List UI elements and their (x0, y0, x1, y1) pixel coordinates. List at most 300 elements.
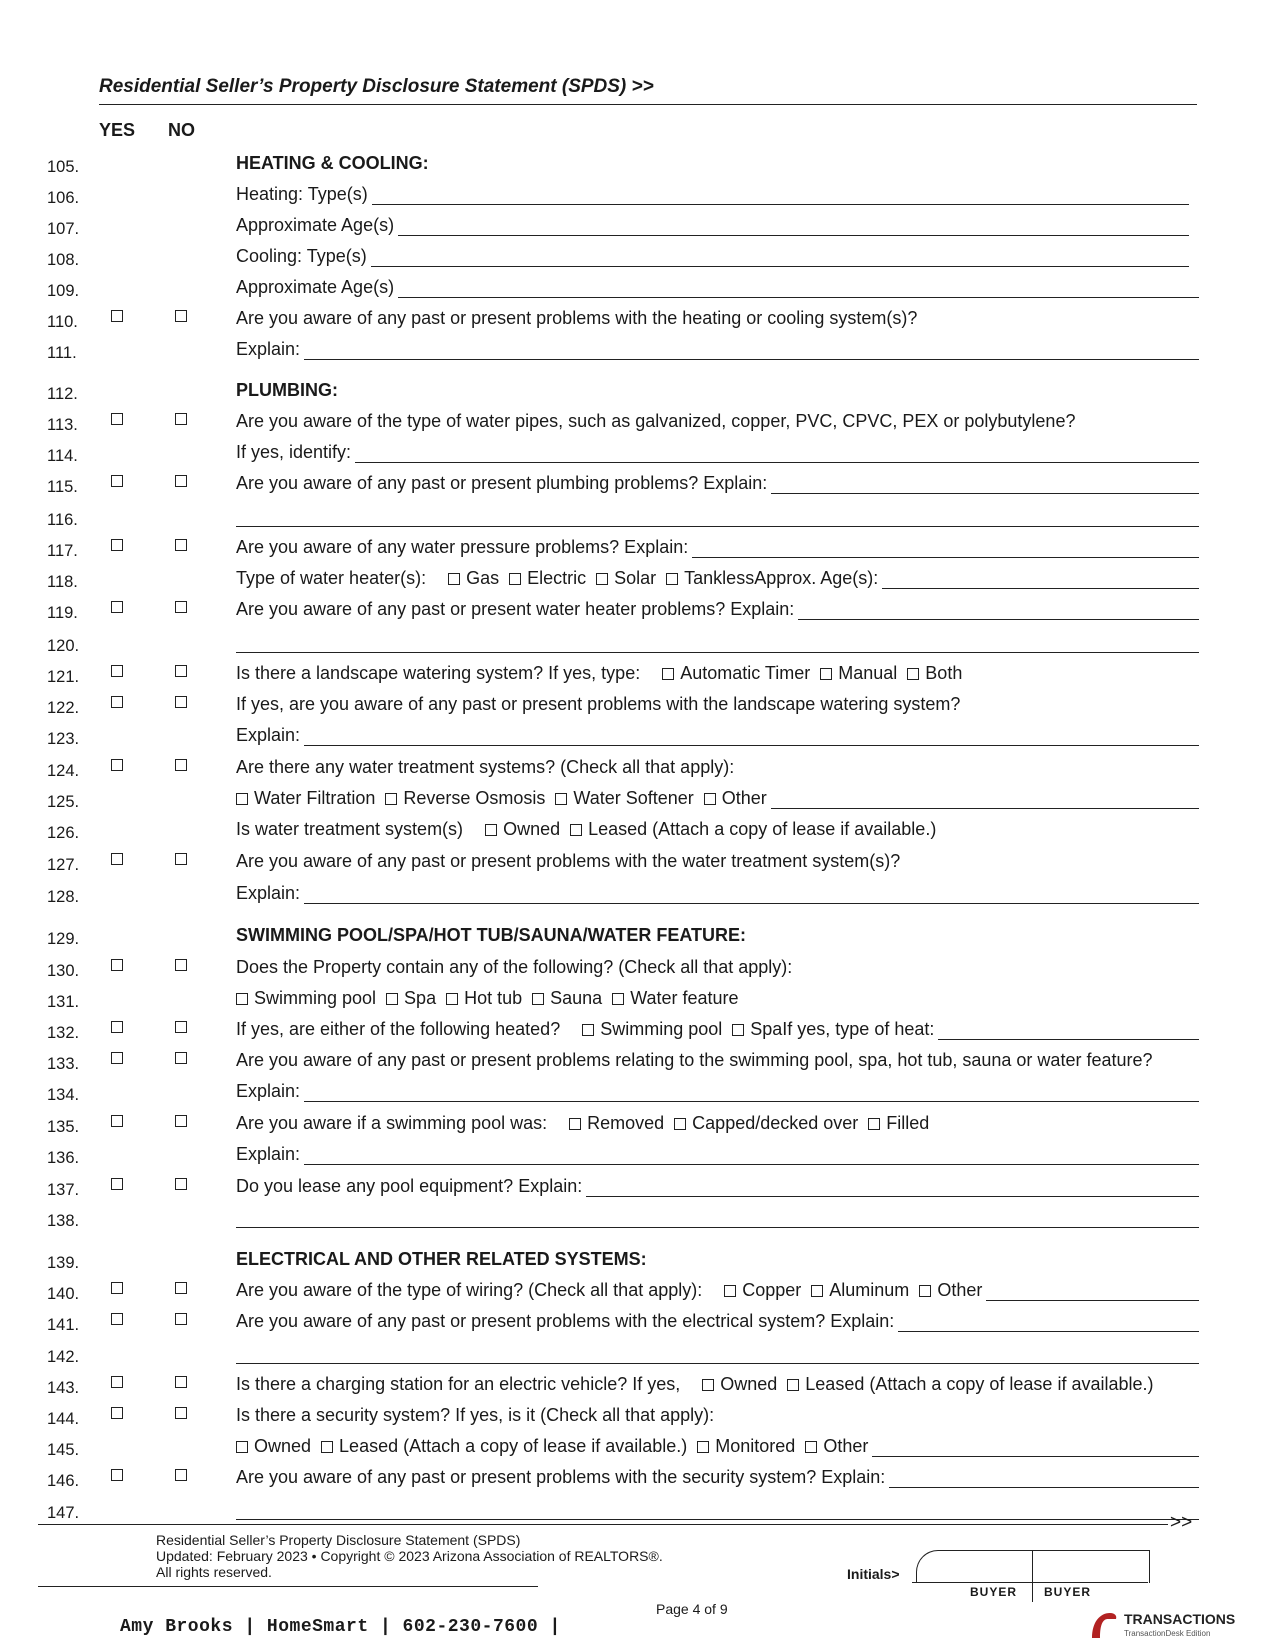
field-label: Heating: Type(s) (236, 184, 368, 204)
field-label: Are you aware of any past or present problems with the security system? Explain: (236, 1467, 886, 1487)
checkbox-icon[interactable] (236, 793, 248, 805)
fill-in-line[interactable] (986, 1282, 1199, 1301)
fill-in-line[interactable] (304, 1083, 1199, 1102)
field-row (236, 536, 1199, 558)
no-checkbox[interactable] (175, 1282, 187, 1294)
form-row (0, 276, 1275, 306)
option-label: Manual (838, 663, 898, 683)
line-number: 135. (47, 1118, 80, 1136)
options-row (236, 1279, 1199, 1301)
option-label: Gas (466, 568, 500, 588)
yes-checkbox[interactable] (111, 1469, 123, 1481)
option-label: Capped/decked over (692, 1113, 859, 1133)
yes-checkbox[interactable] (111, 1376, 123, 1388)
question-text: Does the Property contain any of the following? (Check all that apply): (236, 957, 793, 977)
question (236, 693, 1199, 715)
option-checkbox-item[interactable] (509, 568, 586, 589)
options-row (236, 818, 1199, 840)
checkbox-icon[interactable] (907, 668, 919, 680)
form-row (0, 1143, 1275, 1173)
yes-checkbox[interactable] (111, 959, 123, 971)
field-label: Explain: (236, 883, 301, 903)
line-number: 138. (47, 1212, 80, 1230)
option-checkbox-item[interactable] (674, 1113, 858, 1134)
checkbox-icon[interactable] (919, 1285, 931, 1297)
form-row (0, 1310, 1275, 1340)
option-checkbox-item[interactable] (907, 663, 962, 684)
fill-in-line[interactable] (882, 570, 1199, 589)
option-checkbox-item[interactable] (919, 1280, 982, 1301)
section-heading (236, 152, 1199, 174)
form-row (0, 724, 1275, 754)
form-row (0, 598, 1275, 628)
field-row (236, 1143, 1199, 1165)
checkbox-icon[interactable] (704, 793, 716, 805)
field-row (236, 1310, 1199, 1332)
checkbox-icon[interactable] (811, 1285, 823, 1297)
field-row (236, 724, 1199, 746)
fill-in-line[interactable] (771, 790, 1199, 809)
fill-in-line[interactable] (304, 341, 1199, 360)
fill-in-line[interactable] (372, 186, 1189, 205)
form-row (0, 1018, 1275, 1048)
checkbox-icon[interactable] (702, 1379, 714, 1391)
footer-line-3: All rights reserved. (156, 1564, 272, 1580)
no-checkbox[interactable] (175, 1021, 187, 1033)
option-checkbox-item[interactable] (702, 1374, 777, 1395)
form-row (0, 410, 1275, 440)
field-label: Are you aware of any past or present problems with the electrical system? Explain: (236, 1311, 895, 1331)
form-row (0, 1466, 1275, 1496)
question-text: If yes, are you aware of any past or present problems with the landscape watering system? (236, 694, 961, 714)
option-checkbox-item[interactable] (236, 788, 375, 809)
line-number: 121. (47, 668, 80, 686)
no-checkbox[interactable] (175, 413, 187, 425)
fill-in-line[interactable] (304, 1146, 1199, 1165)
options-row (236, 1373, 1199, 1395)
line-number: 131. (47, 993, 80, 1011)
option-checkbox-item[interactable] (532, 988, 602, 1009)
logo-subtext: TransactionDesk Edition (1124, 1629, 1211, 1638)
option-checkbox-item[interactable] (386, 988, 436, 1009)
question-text: Are you aware of any past or present problems with the water treatment system(s)? (236, 851, 901, 871)
field-row (236, 1175, 1199, 1197)
no-column-header: NO (168, 120, 195, 140)
fill-in-line[interactable] (236, 1345, 1199, 1364)
fill-in-line[interactable] (236, 634, 1199, 653)
line-number: 109. (47, 282, 80, 300)
line-number: 145. (47, 1441, 80, 1459)
fill-in-line[interactable] (798, 601, 1199, 620)
option-checkbox-item[interactable] (732, 1019, 782, 1040)
yes-checkbox[interactable] (111, 665, 123, 677)
field-row (236, 598, 1199, 620)
line-number: 115. (47, 478, 78, 496)
buyer-initials-2-label: BUYER (1044, 1585, 1092, 1599)
option-label: Both (925, 663, 963, 683)
line-number: 123. (47, 730, 80, 748)
line-number: 127. (47, 856, 80, 874)
option-label: Solar (614, 568, 657, 588)
form-row (0, 956, 1275, 986)
fill-in-line[interactable] (355, 444, 1199, 463)
form-row (0, 756, 1275, 786)
section-heading-text: SWIMMING POOL/SPA/HOT TUB/SAUNA/WATER FEATURE: (236, 925, 746, 945)
option-checkbox-item[interactable] (569, 1113, 664, 1134)
line-number: 124. (47, 762, 80, 780)
yes-checkbox[interactable] (111, 1282, 123, 1294)
no-checkbox[interactable] (175, 601, 187, 613)
no-checkbox[interactable] (175, 696, 187, 708)
fill-in-line[interactable] (304, 727, 1199, 746)
option-checkbox-item[interactable] (805, 1436, 868, 1457)
line-number: 146. (47, 1472, 80, 1490)
form-row (0, 1279, 1275, 1309)
no-checkbox[interactable] (175, 1376, 187, 1388)
line-number: 111. (47, 344, 77, 362)
no-checkbox[interactable] (175, 1178, 187, 1190)
option-checkbox-item[interactable] (820, 663, 897, 684)
form-row (0, 1342, 1275, 1372)
checkbox-icon[interactable] (448, 573, 460, 585)
checkbox-icon[interactable] (787, 1379, 799, 1391)
fill-in-line[interactable] (692, 539, 1199, 558)
checkbox-icon[interactable] (321, 1441, 333, 1453)
options-row (236, 1112, 1199, 1134)
option-label: Reverse Osmosis (403, 788, 546, 808)
field-row (236, 183, 1199, 205)
option-label: Water Softener (573, 788, 694, 808)
field-row (236, 276, 1199, 298)
checkbox-icon[interactable] (612, 993, 624, 1005)
option-checkbox-item[interactable] (612, 988, 738, 1009)
line-number: 134. (47, 1086, 80, 1104)
checkbox-icon[interactable] (582, 1024, 594, 1036)
field-label: Explain: (236, 339, 301, 359)
option-checkbox-item[interactable] (697, 1436, 795, 1457)
form-row (0, 1373, 1275, 1403)
logo-text: TRANSACTIONS (1124, 1611, 1236, 1627)
section-heading-text: PLUMBING: (236, 380, 338, 400)
form-row (0, 924, 1275, 954)
option-checkbox-item[interactable] (596, 568, 656, 589)
checkbox-icon[interactable] (570, 824, 582, 836)
option-label: Swimming pool (254, 988, 377, 1008)
option-label: Hot tub (464, 988, 523, 1008)
page-number: Page 4 of 9 (656, 1601, 728, 1617)
yes-checkbox[interactable] (111, 539, 123, 551)
blank-line (236, 1206, 1199, 1228)
form-row (0, 567, 1275, 597)
form-row (0, 183, 1275, 213)
line-number: 133. (47, 1055, 80, 1073)
checkbox-icon[interactable] (674, 1118, 686, 1130)
no-checkbox[interactable] (175, 310, 187, 322)
checkbox-icon[interactable] (236, 1441, 248, 1453)
line-number: 116. (47, 511, 78, 529)
options-row (236, 787, 1199, 809)
option-checkbox-item[interactable] (555, 788, 693, 809)
fill-in-line[interactable] (872, 1438, 1199, 1457)
yes-checkbox[interactable] (111, 1407, 123, 1419)
option-checkbox-item[interactable] (236, 988, 376, 1009)
option-label: Water Filtration (254, 788, 376, 808)
checkbox-icon[interactable] (485, 824, 497, 836)
line-number: 122. (47, 699, 80, 717)
question (236, 1404, 1199, 1426)
fill-in-line[interactable] (771, 475, 1199, 494)
option-label: Water feature (630, 988, 739, 1008)
blank-line (236, 1342, 1199, 1364)
question-text: Are there any water treatment systems? (Check all that apply): (236, 757, 735, 777)
initials-bottom-rule (912, 1582, 1148, 1583)
checkbox-icon[interactable] (820, 668, 832, 680)
field-row (236, 1466, 1199, 1488)
yes-checkbox[interactable] (111, 853, 123, 865)
option-label: Owned (720, 1374, 778, 1394)
fill-in-line[interactable] (371, 248, 1189, 267)
form-row (0, 662, 1275, 692)
option-checkbox-item[interactable] (724, 1280, 801, 1301)
options-prompt: Is there a landscape watering system? If yes, type: (236, 663, 641, 683)
question-text: Is there a security system? If yes, is it (Check all that apply): (236, 1405, 715, 1425)
option-label: Removed (587, 1113, 665, 1133)
line-number: 142. (47, 1348, 80, 1366)
checkbox-icon[interactable] (724, 1285, 736, 1297)
field-label: Approximate Age(s) (236, 277, 395, 297)
buyer-initials-1-label: BUYER (970, 1585, 1018, 1599)
blank-line (236, 1498, 1199, 1520)
fill-in-line[interactable] (586, 1178, 1199, 1197)
form-row (0, 818, 1275, 848)
no-checkbox[interactable] (175, 1115, 187, 1127)
field-row (236, 214, 1199, 236)
form-row (0, 631, 1275, 661)
section-heading-text: HEATING & COOLING: (236, 153, 429, 173)
yes-checkbox[interactable] (111, 1313, 123, 1325)
footer-continue-arrow: >> (1170, 1512, 1193, 1533)
question-text: Are you aware of the type of water pipes, such as galvanized, copper, PVC, CPVC, PEX or polybutylene? (236, 411, 1076, 431)
field-label: Are you aware of any water pressure problems? Explain: (236, 537, 689, 557)
blank-line (236, 505, 1199, 527)
option-label: Other (937, 1280, 983, 1300)
yes-checkbox[interactable] (111, 696, 123, 708)
option-label: Sauna (550, 988, 603, 1008)
form-row (0, 338, 1275, 368)
line-number: 119. (47, 604, 78, 622)
checkbox-icon[interactable] (509, 573, 521, 585)
fill-in-line[interactable] (938, 1021, 1199, 1040)
yes-checkbox[interactable] (111, 413, 123, 425)
option-checkbox-item[interactable] (868, 1113, 929, 1134)
option-checkbox-item[interactable] (787, 1374, 1153, 1395)
fill-in-line[interactable] (236, 1501, 1199, 1520)
option-checkbox-item[interactable] (385, 788, 545, 809)
footer-copyright (156, 1532, 663, 1580)
fill-in-line[interactable] (304, 885, 1199, 904)
checkbox-icon[interactable] (805, 1441, 817, 1453)
option-checkbox-item[interactable] (446, 988, 522, 1009)
no-checkbox[interactable] (175, 539, 187, 551)
option-checkbox-item[interactable] (704, 788, 767, 809)
option-checkbox-item[interactable] (321, 1436, 687, 1457)
form-row (0, 1404, 1275, 1434)
field-row (236, 245, 1199, 267)
footer-rule (38, 1524, 1168, 1525)
checkbox-icon[interactable] (236, 993, 248, 1005)
option-checkbox-item[interactable] (570, 819, 936, 840)
form-row (0, 1049, 1275, 1079)
line-number: 108. (47, 251, 80, 269)
line-number: 143. (47, 1379, 80, 1397)
fill-in-line[interactable] (889, 1469, 1199, 1488)
checkbox-icon[interactable] (868, 1118, 880, 1130)
fill-in-line[interactable] (398, 279, 1199, 298)
header-rule (99, 104, 1197, 105)
options-row (236, 567, 1199, 589)
form-row (0, 1175, 1275, 1205)
field-label: Explain: (236, 1144, 301, 1164)
no-checkbox[interactable] (175, 1052, 187, 1064)
question-text: Are you aware of any past or present problems relating to the swimming pool, spa, hot tub, sauna or water feature? (236, 1050, 1153, 1070)
options-row (236, 1018, 1199, 1040)
field-label: Approximate Age(s) (236, 215, 395, 235)
form-row (0, 882, 1275, 912)
option-label: Tankless (684, 568, 755, 588)
line-number: 136. (47, 1149, 80, 1167)
option-label: Spa (404, 988, 437, 1008)
form-row (0, 1112, 1275, 1142)
checkbox-icon[interactable] (732, 1024, 744, 1036)
form-row (0, 245, 1275, 275)
form-row (0, 472, 1275, 502)
option-label: Copper (742, 1280, 802, 1300)
line-number: 125. (47, 793, 80, 811)
line-number: 128. (47, 888, 80, 906)
line-number: 126. (47, 824, 80, 842)
fill-in-line[interactable] (236, 508, 1199, 527)
line-number: 129. (47, 930, 80, 948)
option-label: Monitored (715, 1436, 796, 1456)
yes-checkbox[interactable] (111, 1178, 123, 1190)
form-row (0, 307, 1275, 337)
form-row (0, 850, 1275, 880)
line-number: 117. (47, 542, 78, 560)
yes-checkbox[interactable] (111, 1115, 123, 1127)
no-checkbox[interactable] (175, 665, 187, 677)
form-row (0, 441, 1275, 471)
checkbox-icon[interactable] (666, 573, 678, 585)
no-checkbox[interactable] (175, 959, 187, 971)
line-number: 105. (47, 158, 80, 176)
checkbox-icon[interactable] (386, 993, 398, 1005)
question-text: Are you aware of any past or present problems with the heating or cooling system(s)? (236, 308, 918, 328)
field-row (236, 338, 1199, 360)
no-checkbox[interactable] (175, 1313, 187, 1325)
form-row (0, 987, 1275, 1017)
no-checkbox[interactable] (175, 1469, 187, 1481)
option-label: Owned (254, 1436, 312, 1456)
yes-checkbox[interactable] (111, 1052, 123, 1064)
line-number: 144. (47, 1410, 80, 1428)
option-label: Leased (Attach a copy of lease if available.) (339, 1436, 688, 1456)
option-label: Electric (527, 568, 587, 588)
yes-checkbox[interactable] (111, 759, 123, 771)
question (236, 1049, 1199, 1071)
question (236, 850, 1199, 872)
transactions-logo-icon (1088, 1610, 1118, 1640)
options-prompt: Are you aware if a swimming pool was: (236, 1113, 548, 1133)
line-number: 106. (47, 189, 80, 207)
checkbox-icon[interactable] (697, 1441, 709, 1453)
option-label: Other (721, 788, 767, 808)
yes-checkbox[interactable] (111, 601, 123, 613)
initials-box[interactable] (916, 1550, 1150, 1583)
options-row (236, 662, 1199, 684)
yes-checkbox[interactable] (111, 1021, 123, 1033)
initials-label: Initials> (847, 1566, 900, 1582)
field-row (236, 1080, 1199, 1102)
yes-checkbox[interactable] (111, 310, 123, 322)
no-checkbox[interactable] (175, 759, 187, 771)
form-row (0, 505, 1275, 535)
option-checkbox-item[interactable] (666, 568, 754, 589)
checkbox-icon[interactable] (385, 793, 397, 805)
checkbox-icon[interactable] (596, 573, 608, 585)
line-number: 137. (47, 1181, 80, 1199)
option-checkbox-item[interactable] (662, 663, 810, 684)
no-checkbox[interactable] (175, 475, 187, 487)
no-checkbox[interactable] (175, 1407, 187, 1419)
section-heading (236, 1248, 1199, 1270)
fill-in-line[interactable] (898, 1313, 1199, 1332)
option-checkbox-item[interactable] (448, 568, 499, 589)
section-heading (236, 379, 1199, 401)
option-checkbox-item[interactable] (236, 1436, 311, 1457)
option-checkbox-item[interactable] (811, 1280, 909, 1301)
fill-in-line[interactable] (398, 217, 1189, 236)
options-prompt: If yes, are either of the following heated? (236, 1019, 561, 1039)
no-checkbox[interactable] (175, 853, 187, 865)
options-prompt: Is water treatment system(s) (236, 819, 464, 839)
form-row (0, 1248, 1275, 1278)
line-number: 147. (47, 1504, 80, 1522)
fill-in-line[interactable] (236, 1209, 1199, 1228)
checkbox-icon[interactable] (532, 993, 544, 1005)
checkbox-icon[interactable] (662, 668, 674, 680)
option-label: Owned (503, 819, 561, 839)
form-row (0, 1206, 1275, 1236)
section-heading (236, 924, 1199, 946)
line-number: 139. (47, 1254, 80, 1272)
line-number: 107. (47, 220, 80, 238)
options-suffix: Approx. Age(s): (754, 568, 879, 588)
options-row (236, 1435, 1199, 1457)
options-prompt: Is there a charging station for an electric vehicle? If yes, (236, 1374, 681, 1394)
option-checkbox-item[interactable] (485, 819, 560, 840)
checkbox-icon[interactable] (446, 993, 458, 1005)
yes-checkbox[interactable] (111, 475, 123, 487)
line-number: 114. (47, 447, 78, 465)
option-checkbox-item[interactable] (582, 1019, 722, 1040)
field-label: Are you aware of any past or present water heater problems? Explain: (236, 599, 795, 619)
line-number: 110. (47, 313, 78, 331)
checkbox-icon[interactable] (555, 793, 567, 805)
checkbox-icon[interactable] (569, 1118, 581, 1130)
form-row (0, 152, 1275, 182)
section-heading-text: ELECTRICAL AND OTHER RELATED SYSTEMS: (236, 1249, 647, 1269)
blank-line (236, 631, 1199, 653)
